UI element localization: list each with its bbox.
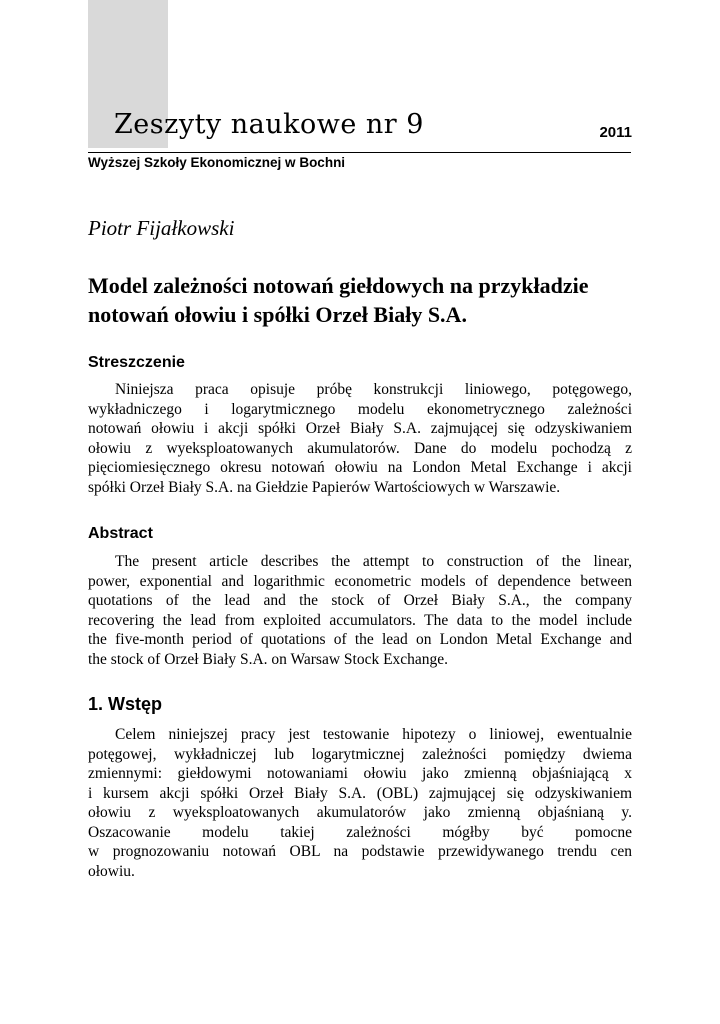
paper-title-line: notowań ołowiu i spółki Orzeł Biały S.A. bbox=[88, 302, 467, 327]
text-line: The present article describes the attempt to construction of the linear, bbox=[115, 553, 632, 570]
text-line: spółki Orzeł Biały S.A. na Giełdzie Papierów Wartościowych w Warszawie. bbox=[88, 478, 561, 496]
text-line: ołowiu. bbox=[88, 862, 135, 880]
journal-title: Zeszyty naukowe nr 9 bbox=[114, 109, 424, 140]
paper-title bbox=[88, 271, 648, 329]
header-divider bbox=[88, 152, 631, 153]
text-line: power, exponential and logarithmic econometric models of dependence between bbox=[88, 572, 632, 590]
section-heading-abstract: Abstract bbox=[88, 525, 153, 542]
wstep-paragraph bbox=[88, 725, 632, 881]
text-line: the stock of Orzeł Biały S.A. on Warsaw Stock Exchange. bbox=[88, 650, 449, 668]
text-line: pięciomiesięcznego okresu notowań ołowiu na London Metal Exchange i akcji bbox=[88, 459, 632, 476]
text-line: zmiennymi: giełdowymi notowaniami ołowiu jako zmienną objaśniającą x bbox=[88, 765, 632, 782]
text-line: ołowiu z wyeksploatowanych akumulatorów. Dane do modelu pochodzą z bbox=[88, 439, 632, 457]
text-line: w prognozowaniu notowań OBL na podstawie przewidywanego trendu cen bbox=[88, 843, 632, 860]
section-heading-wstep: 1. Wstęp bbox=[88, 694, 163, 714]
paper-title-line: Model zależności notowań giełdowych na przykładzie bbox=[88, 273, 589, 298]
text-line: ołowiu z wyeksploatowanych akumulatorów jako zmienną objaśnianą y. bbox=[88, 804, 632, 821]
text-line: Celem niniejszej pracy jest testowanie hipotezy o liniowej, ewentualnie bbox=[115, 726, 632, 743]
text-line: i kursem akcji spółki Orzeł Biały S.A. (OBL) zajmującej się odzyskiwaniem bbox=[88, 784, 632, 802]
abstract-paragraph bbox=[88, 552, 632, 669]
text-line: Niniejsza praca opisuje próbę konstrukcji liniowego, potęgowego, bbox=[115, 381, 632, 398]
text-line: the five-month period of quotations of the lead on London Metal Exchange and bbox=[88, 631, 632, 648]
text-line: Oszacowanie modelu takiej zależności mógłby być pomocne bbox=[88, 823, 632, 841]
author-name: Piotr Fijałkowski bbox=[88, 216, 235, 240]
school-name: Wyższej Szkoły Ekonomicznej w Bochni bbox=[88, 155, 346, 170]
streszczenie-paragraph bbox=[88, 380, 632, 497]
text-line: quotations of the lead and the stock of Orzeł Biały S.A., the company bbox=[88, 592, 632, 609]
text-line: recovering the lead from exploited accumulators. The data to the model include bbox=[88, 611, 632, 629]
text-line: potęgowej, wykładniczej lub logarytmicznej zależności pomiędzy dwiema bbox=[88, 745, 632, 763]
text-line: notowań ołowiu i akcji spółki Orzeł Biały S.A. zajmującej się odzyskiwaniem bbox=[88, 420, 632, 437]
section-heading-streszczenie: Streszczenie bbox=[88, 354, 185, 371]
publication-year: 2011 bbox=[599, 124, 632, 141]
text-line: wykładniczego i logarytmicznego modelu ekonometrycznego zależności bbox=[88, 400, 632, 418]
